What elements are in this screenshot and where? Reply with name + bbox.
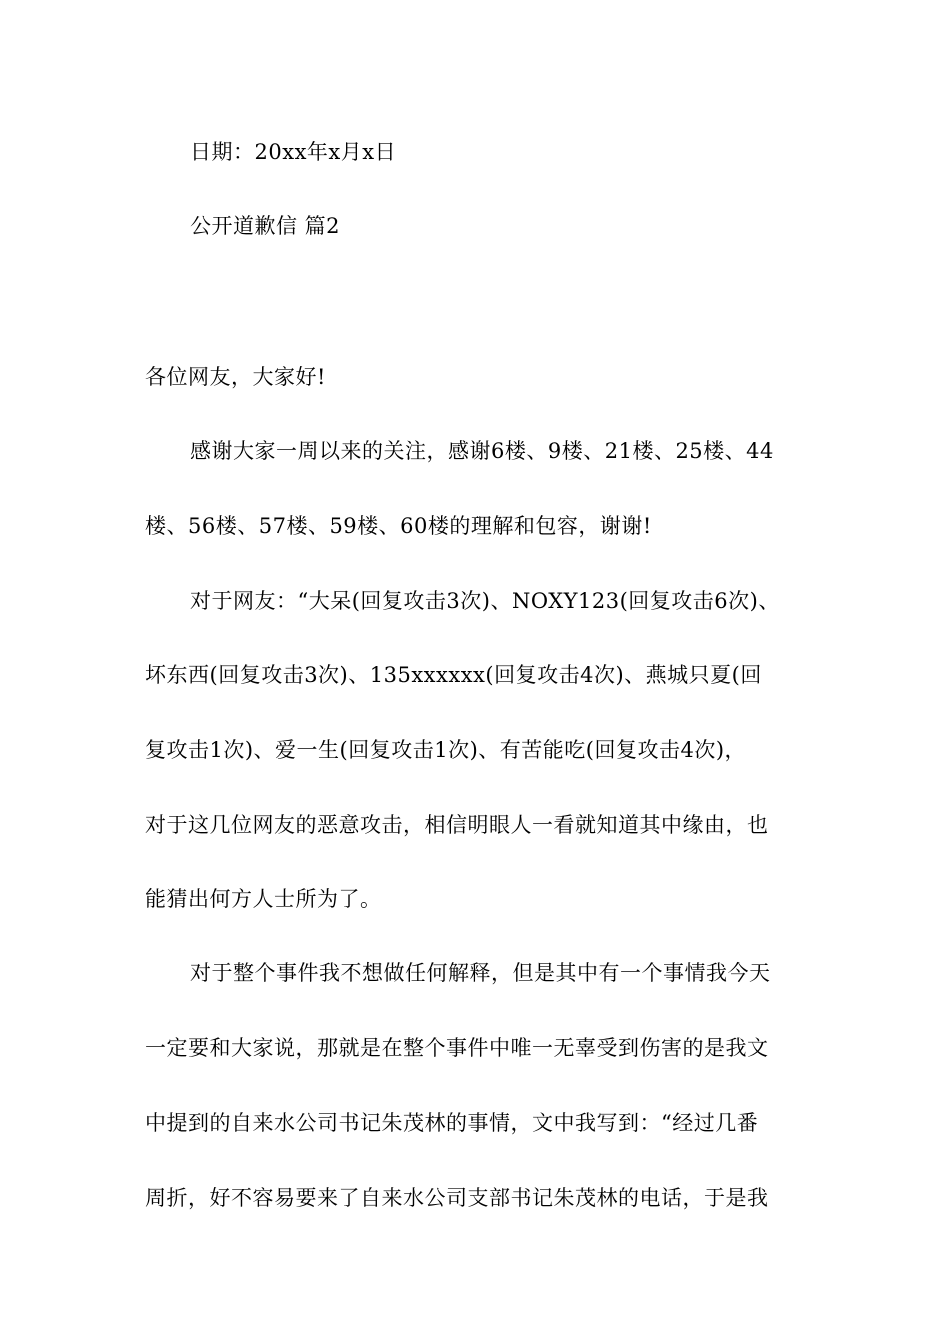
paragraph-1-line-2: 楼、56楼、57楼、59楼、60楼的理解和包容，谢谢! bbox=[145, 514, 652, 538]
paragraph-3-line-4: 周折，好不容易要来了自来水公司支部书记朱茂林的电话，于是我 bbox=[145, 1186, 769, 1210]
paragraph-2-line-1: 对于网友：“大呆(回复攻击3次)、NOXY123(回复攻击6次)、 bbox=[190, 589, 780, 613]
paragraph-1-line-1: 感谢大家一周以来的关注，感谢6楼、9楼、21楼、25楼、44 bbox=[190, 439, 774, 463]
paragraph-2-line-3: 复攻击1次)、爱一生(回复攻击1次)、有苦能吃(回复攻击4次)， bbox=[145, 738, 747, 762]
greeting: 各位网友，大家好! bbox=[145, 365, 326, 389]
date-line: 日期：20xx年x月x日 bbox=[190, 140, 397, 164]
paragraph-3-line-1: 对于整个事件我不想做任何解释，但是其中有一个事情我今天 bbox=[190, 961, 771, 985]
paragraph-3-line-2: 一定要和大家说，那就是在整个事件中唯一无辜受到伤害的是我文 bbox=[145, 1036, 769, 1060]
paragraph-2-line-2: 坏东西(回复攻击3次)、135xxxxxx(回复攻击4次)、燕城只夏(回 bbox=[145, 663, 762, 687]
paragraph-2-line-4: 对于这几位网友的恶意攻击，相信明眼人一看就知道其中缘由，也 bbox=[145, 813, 769, 837]
paragraph-2-line-5: 能猜出何方人士所为了。 bbox=[145, 887, 382, 911]
paragraph-3-line-3: 中提到的自来水公司书记朱茂林的事情，文中我写到：“经过几番 bbox=[145, 1111, 759, 1135]
section-title: 公开道歉信 篇2 bbox=[190, 214, 341, 238]
